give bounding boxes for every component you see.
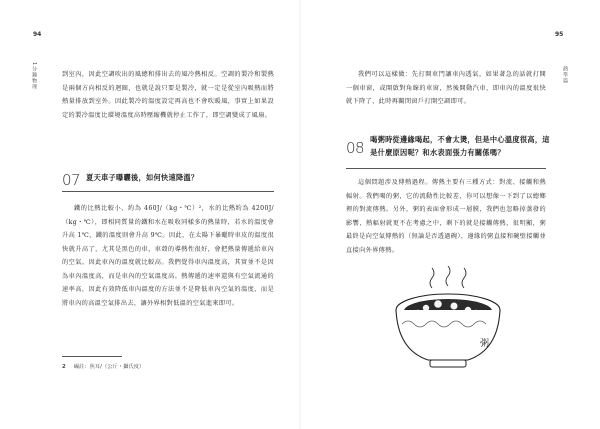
bowl-body bbox=[396, 310, 500, 360]
left-side-tab-label: 1分鐘物理 bbox=[31, 62, 37, 91]
question-08-answer-paragraph: 這個問題涉及傳熱過程。傳熱主要有三種方式：對流、接觸和熱輻射。我們喝的粥，它的流動性比較差，你可以想像一下到了以總鄉裡的對流傳熱。另外，粥的表面會形成一層膜，我們也忽略掉蒸發的影響，熱輻射就更不在考慮之中，剩下的就是接觸傳熱，很明顯，粥最終是向空氣傳熱的（無論是否透過碗），邊緣的粥直接和碗壁接觸並直接向外界傳熱。 bbox=[346, 179, 546, 254]
footnote bbox=[62, 362, 144, 370]
question-07-answer bbox=[62, 202, 274, 310]
footnote-number: 2 bbox=[62, 364, 66, 370]
left-intro-paragraph: 到室內，因此空調吹出的風總和排出去的風冷熱相反。空調的製冷和製熱是兩個方向相反的迴圈，也就是說只要是製冷，就一定是從室內吸熱而將熱量排放到室外。因此製冷的溫度設定再高也不會吹暖風，事實上如果設定的製冷溫度比環境溫度高時壓縮機就停止工作了，即空調變成了風扇。 bbox=[62, 71, 274, 119]
footnote-rule bbox=[62, 356, 122, 357]
left-side-tab bbox=[31, 62, 38, 90]
question-08-rule bbox=[346, 168, 546, 169]
right-intro-paragraph: 我們可以這樣做：先打開車門讓車內透氣，如果著急的話就打開一個車窗，或開啟對角線的車窗，然後開動汽車，即車內的溫度很快就下降了，此時再關閉窗戶打開空調即可。 bbox=[346, 71, 546, 105]
right-intro-text bbox=[346, 68, 546, 109]
question-08-number: 08 bbox=[346, 139, 365, 157]
left-page-number: 94 bbox=[33, 31, 42, 38]
left-intro-text bbox=[62, 68, 274, 122]
steam-lines-icon bbox=[430, 266, 466, 288]
question-07-heading bbox=[62, 172, 277, 188]
footnote-text: 編註：焦耳/（公斤・攝氏度） bbox=[73, 364, 145, 370]
bowl-base bbox=[430, 360, 466, 367]
question-07-title: 夏天車子曝曬後，如何快速降溫？ bbox=[86, 173, 199, 182]
question-07-answer-paragraph: 鐵的比熱比較小，約為 460J/（kg・℃）²，水的比熱約為 4200J/（kg・℃），即相同質量的鐵和水在吸收同樣多的熱量時，若水的溫度會升高 1℃，鐵的溫度則會升高 9℃。因此，在太陽下暴曬時車皮的溫度很快就升高了，尤其是黑色的車，車殼的導熱性很好，會把熱量傳遞給車內的空氣。因此車內的溫度就比較高。我們覺得車內溫度高，其實並不是因為車內溫度高，而是車內的空氣溫度高。熱傳遞的速率還與有空氣流通的速率高，因此有效降低車內溫度的方法並不是降低車內空氣的溫度，而是將車內的高溫空氣排出去，讓外界相對低溫的空氣進來即可。 bbox=[62, 205, 274, 307]
right-side-tab bbox=[562, 66, 569, 84]
question-08-heading bbox=[346, 134, 550, 159]
question-08-title: 喝粥時從邊緣喝起，不會太燙，但是中心溫度很高，這是什麼原因呢？和水表面張力有關係嗎？ bbox=[370, 135, 550, 157]
question-07-number: 07 bbox=[62, 171, 81, 189]
bowl-label: 粥 bbox=[480, 339, 490, 349]
question-08-answer bbox=[346, 176, 546, 257]
porridge-bowl-illustration bbox=[388, 266, 508, 374]
right-page-number: 95 bbox=[555, 31, 564, 38]
right-page bbox=[300, 0, 600, 429]
question-07-rule bbox=[62, 191, 274, 192]
right-side-tab-label: 熱學篇 bbox=[562, 66, 568, 84]
